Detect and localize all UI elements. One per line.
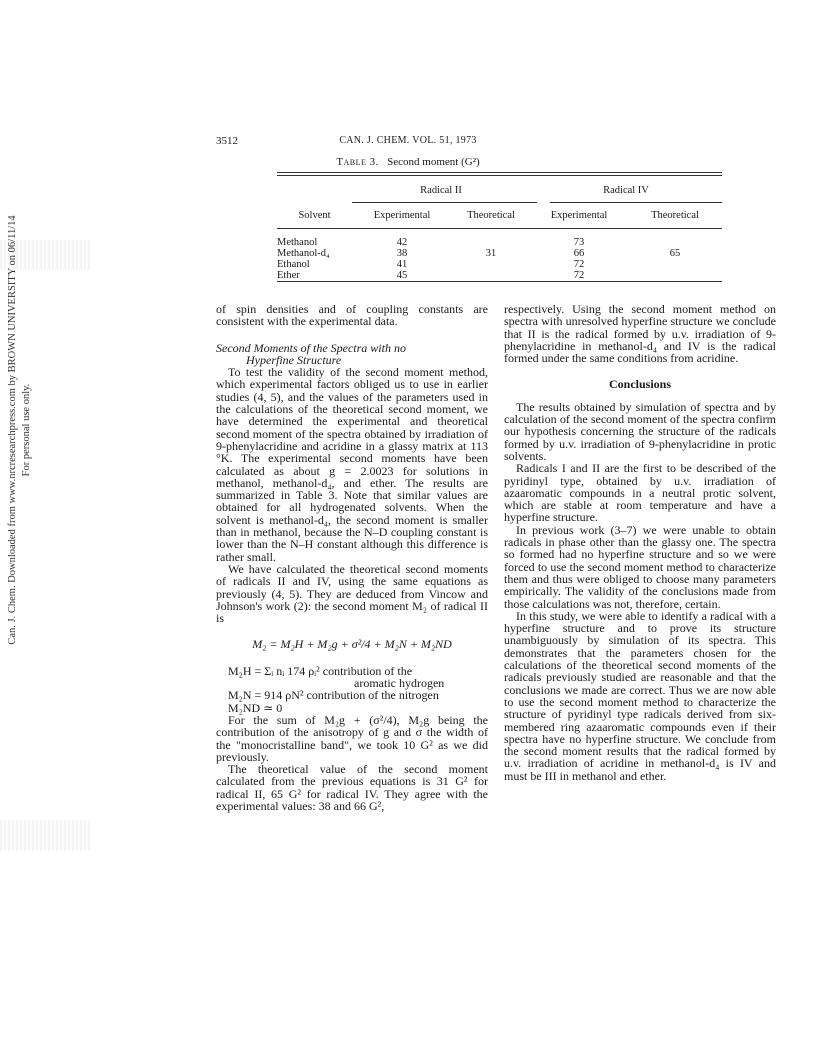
paragraph: Radicals I and II are the first to be described of the pyridinyl type, obtained by u.v. irradiation of azaaromatic compounds in a neutral protic solvent, which are stable at room temperature and have a hyperfine structure. — [504, 461, 776, 525]
group-header-radical-iv: Radical IV — [603, 185, 649, 196]
column-header: Experimental — [373, 210, 431, 221]
table-row — [277, 270, 722, 281]
table-caption — [0, 156, 816, 168]
value-cell — [452, 270, 530, 281]
value-cell: 31 — [485, 248, 497, 259]
column-header: Theoretical — [467, 210, 515, 221]
value-cell: 66 — [573, 248, 585, 259]
value-cell — [628, 270, 722, 281]
paragraph: In previous work (3–7) we were unable to obtain radicals in phase other than the glassy one. The spectra so formed had no hyperfine structure and so we were forced to use the second moment method to characterize them and thus were obliged to choose many parameters empirically. The validity of the conclusions made from those calculations was not, therefore, certain. — [504, 522, 776, 611]
paragraph: The theoretical value of the second moment calculated from the previous equations is 31 G² for radical II, 65 G² for radical IV. They agree with the experimental values: 38 and 66 G², — [216, 762, 488, 813]
paragraph: The results obtained by simulation of spectra and by calculation of the second moment of the spectra confirm our hypothesis concerning the structure of the radicals formed by u.v. irradiation of 9-phenylacridine in protic solvents. — [504, 399, 776, 463]
paragraph: We have calculated the theoretical second moments of radicals II and IV, using the same equations as previously (4, 5). They are deduced from Vincow and Johnson's work (2): the second moment M₂ of radical II is — [216, 561, 488, 626]
table-row — [277, 248, 722, 259]
table-row — [277, 237, 722, 248]
value-cell — [452, 259, 530, 270]
second-moment-equation: M₂ = M₂H + M₂g + σ²/4 + M₂N + M₂ND — [252, 637, 452, 652]
paragraph: In this study, we were able to identify a radical with a hyperfine structure and to prove its structure unambiguously by simulation of its spectra. This demonstrates that the parameters chosen for the calculations of the theoretical second moments of the radicals previously studied are reasonable and that the conclusions we made are correct. Thus we are now able to use the second moment method to characterize the structure of pyridinyl type radicals derived from six-membered ring azaaromatic compounds even if their spectra have no hyperfine structure. We conclude from the second moment results that the radical formed by u.v. irradiation of acridine in methanol-d₄ is IV and must be III in methanol and ether. — [504, 608, 776, 783]
value-cell: 41 — [396, 259, 408, 270]
page-number: 3512 — [216, 135, 238, 147]
value-cell: 45 — [396, 270, 408, 281]
paragraph: of spin densities and of coupling constants are consistent with the experimental data. — [216, 302, 488, 329]
column-header: Theoretical — [651, 210, 699, 221]
paragraph: For the sum of M₂g + (σ²/4), M₂g being the contribution of the anisotropy of g and σ the width of the "monocristalline band", we took 10 G² as we did previously. — [216, 712, 488, 764]
scan-smudge — [0, 820, 90, 850]
value-cell: 38 — [396, 248, 408, 259]
value-cell — [628, 259, 722, 270]
column-header: Solvent — [298, 210, 331, 221]
solvent-cell: Ether — [277, 270, 300, 281]
paragraph: To test the validity of the second moment method, which experimental factors obliged us to use in earlier studies (4, 5), and the values of the parameters used in the calculations of the theoretical second moment, we have determined the experimental and theoretical second moment of the spectra obtained by irradiation of 9-phenylacridine and acridine in a glassy matrix at 113 °K. The experimental second moments have been calculated as about g = 2.0023 for solutions in methanol, methanol-d₄, and ether. The results are summarized in Table 3. Note that similar values are obtained for all hydrogenated solvents. When the solvent is methanol-d₄, the second moment is smaller than in methanol, because the N–D coupling constant is lower than the N–H constant although this difference is rather small. — [216, 365, 488, 564]
sidebar-usage-line: For personal use only. — [21, 383, 32, 477]
equation-definition: M₂ND ≃ 0 — [228, 700, 283, 715]
group-header-radical-ii: Radical II — [420, 185, 462, 196]
value-cell — [452, 237, 530, 248]
solvent-cell: Ethanol — [277, 259, 310, 270]
value-cell: 72 — [573, 259, 585, 270]
table-row — [277, 259, 722, 270]
section-title: Conclusions — [608, 377, 672, 392]
column-header: Experimental — [550, 210, 608, 221]
value-cell: 42 — [396, 237, 408, 248]
solvent-cell: Methanol — [277, 237, 318, 248]
running-head: CAN. J. CHEM. VOL. 51, 1973 — [339, 135, 477, 146]
value-cell: 72 — [573, 270, 585, 281]
section-title-continued: Hyperfine Structure — [246, 352, 342, 367]
left-text-column — [216, 303, 488, 812]
value-cell: 65 — [669, 248, 681, 259]
paragraph: respectively. Using the second moment method on spectra with unresolved hyperfine structure we conclude that II is the radical formed by u.v. irradiation of 9-phenylacridine in methanol-d₄ and IV is the radical formed under the same conditions from acridine. — [504, 302, 776, 366]
equation-definition-continued: aromatic hydrogen — [354, 676, 445, 691]
value-cell — [628, 237, 722, 248]
value-cell: 73 — [573, 237, 585, 248]
equation-definition: M₂H = Σᵢ nᵢ 174 ρᵢ² contribution of the — [228, 663, 413, 678]
sidebar-source-line: Can. J. Chem. Downloaded from www.nrcresearchpress.com by BROWN UNIVERSITY on 06/11/14 — [7, 215, 18, 645]
right-text-column — [504, 303, 776, 782]
second-moment-table — [277, 173, 722, 281]
solvent-cell: Methanol-d₄ — [277, 248, 330, 259]
equation-definition: M₂N = 914 ρN² contribution of the nitrogen — [228, 688, 439, 703]
download-sidebar — [6, 170, 38, 690]
table-caption-label: Table 3. — [336, 156, 379, 168]
section-title: Second Moments of the Spectra with no — [216, 340, 406, 355]
table-caption-text: Second moment (G²) — [387, 156, 480, 168]
